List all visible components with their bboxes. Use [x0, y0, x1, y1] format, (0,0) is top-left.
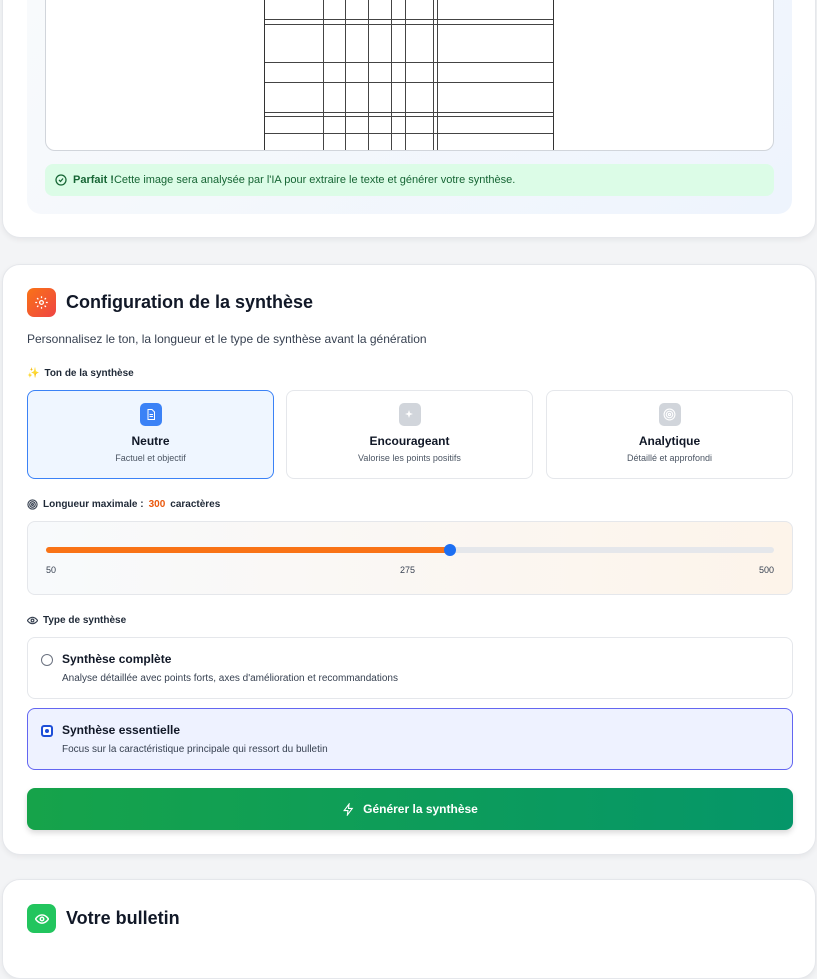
tone-option-encourageant[interactable]: [286, 390, 533, 479]
length-slider[interactable]: [46, 547, 774, 553]
tone-desc: Détaillé et approfondi: [626, 453, 713, 463]
success-bold: Parfait !: [73, 174, 114, 186]
type-label: Type de synthèse: [27, 615, 126, 626]
slider-thumb[interactable]: [444, 544, 456, 556]
tone-option-neutre[interactable]: [27, 390, 274, 479]
type-option-complete[interactable]: [27, 637, 793, 699]
type-desc: Analyse détaillée avec points forts, axes d'amélioration et recommandations: [62, 673, 398, 684]
generate-label: Générer la synthèse: [363, 802, 478, 816]
sparkles-icon: ✨: [27, 368, 40, 379]
target-icon: [27, 499, 38, 510]
tone-title: Analytique: [638, 434, 701, 448]
lightning-icon: [342, 803, 355, 816]
bulletin-image-preview: [45, 0, 774, 151]
tone-title: Neutre: [131, 434, 170, 448]
slider-fill: [46, 547, 450, 553]
tone-label: ✨ Ton de la synthèse: [27, 368, 134, 379]
document-icon: [140, 403, 162, 426]
config-card: [2, 264, 816, 855]
tone-option-analytique[interactable]: [546, 390, 793, 479]
radio-button[interactable]: [41, 725, 53, 737]
eye-icon: [27, 615, 38, 626]
tone-title: Encourageant: [369, 434, 450, 448]
upload-card: [2, 0, 816, 238]
tone-desc: Factuel et objectif: [115, 453, 186, 463]
length-label: Longueur maximale : 300 caractères: [27, 499, 220, 510]
type-option-essentielle[interactable]: [27, 708, 793, 770]
slider-min: 50: [46, 565, 57, 575]
length-slider-panel: [27, 521, 793, 595]
bulletin-title: Votre bulletin: [66, 908, 180, 928]
config-title: Configuration de la synthèse: [66, 292, 314, 312]
type-title: Synthèse essentielle: [62, 723, 181, 737]
generate-button[interactable]: [27, 788, 793, 830]
config-subtitle: Personnalisez le ton, la longueur et le type de synthèse avant la génération: [27, 332, 427, 346]
bulletin-document-image: [264, 0, 554, 151]
gear-icon: [27, 288, 56, 317]
success-banner: [45, 164, 774, 196]
slider-mid: 275: [400, 565, 416, 575]
upload-panel: [27, 0, 792, 214]
tone-desc: Valorise les points positifs: [358, 453, 461, 463]
target-icon: [659, 403, 681, 426]
length-value: 300: [148, 499, 166, 510]
radio-button[interactable]: [41, 654, 53, 666]
type-title: Synthèse complète: [62, 652, 172, 666]
sparkles-icon: [399, 403, 421, 426]
success-text: Cette image sera analysée par l'IA pour extraire le texte et générer votre synthèse.: [113, 174, 516, 186]
type-desc: Focus sur la caractéristique principale qui ressort du bulletin: [62, 744, 328, 755]
bulletin-card: [2, 879, 816, 979]
check-circle-icon: [55, 174, 67, 186]
eye-icon: [27, 904, 56, 933]
slider-max: 500: [758, 565, 774, 575]
